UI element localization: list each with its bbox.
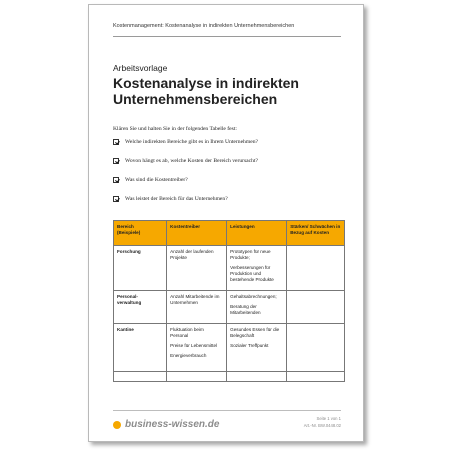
table-row	[114, 324, 345, 372]
checkbox-checked-icon	[113, 139, 119, 145]
table-row-empty	[114, 372, 345, 382]
header-staerken-schwaechen: Stärken/ Schwächen in Bezug auf Kosten	[287, 221, 345, 246]
cell-leistungen: Prototypen für neue Produkte; Verbesserungen für Produktion und bestehende Produkte	[227, 246, 287, 291]
checkbox-checked-icon	[113, 196, 119, 202]
running-header: Kostenmanagement: Kostenanalyse in indirekten Unternehmensbereichen	[113, 23, 295, 29]
table-header-row	[114, 221, 345, 246]
article-number: Art.-Nr. BW.0448.02	[303, 423, 341, 428]
cell-empty	[167, 372, 227, 382]
cell-bereich: Kantine	[114, 324, 167, 372]
document-title: Kostenanalyse in indirekten Unternehmensbereichen	[113, 75, 299, 107]
header-bereich: Bereich (Beispiele)	[114, 221, 167, 246]
cell-bereich: Personal- verwaltung	[114, 291, 167, 324]
checkbox-checked-icon	[113, 158, 119, 164]
checklist-item: Wovon hängt es ab, welche Kosten der Bereich verursacht?	[113, 158, 258, 177]
cell-leistungen: Gehaltsabrechnungen; Beratung der Mitarbeitenden	[227, 291, 287, 324]
table-row	[114, 246, 345, 291]
cell-kostentreiber: Anzahl Mitarbeitende im Unternehmen	[167, 291, 227, 324]
header-kostentreiber: Kostentreiber	[167, 221, 227, 246]
table-row	[114, 291, 345, 324]
footer-divider	[113, 410, 341, 411]
cell-kostentreiber: Fluktuation beim Personal Preise für Lebensmittel Energieverbrauch	[167, 324, 227, 372]
brand-logo	[113, 419, 219, 430]
brand-name: business-wissen.de	[125, 419, 220, 430]
checklist-item: Was sind die Kostentreiber?	[113, 177, 258, 196]
cell-leistungen: Gesundes Essen für die Belegschaft Sozialer Treffpunkt	[227, 324, 287, 372]
page-number: Seite 1 von 1	[316, 416, 341, 421]
document-subtitle: Arbeitsvorlage	[113, 63, 168, 73]
cell-kostentreiber: Anzahl der laufenden Projekte	[167, 246, 227, 291]
page-info	[304, 415, 341, 429]
cost-analysis-table	[113, 220, 345, 382]
brand-dot-icon	[113, 421, 121, 429]
document-page	[88, 4, 364, 442]
checkbox-checked-icon	[113, 177, 119, 183]
cell-empty	[114, 372, 167, 382]
cell-empty	[287, 372, 345, 382]
cell-staerken	[287, 291, 345, 324]
cell-empty	[227, 372, 287, 382]
cell-bereich: Forschung	[114, 246, 167, 291]
cell-staerken	[287, 246, 345, 291]
intro-text: Klären Sie und halten Sie in der folgenden Tabelle fest:	[113, 126, 237, 132]
header-divider	[113, 36, 341, 37]
checklist-item: Welche indirekten Bereiche gibt es in Ihrem Unternehmen?	[113, 139, 258, 158]
cell-staerken	[287, 324, 345, 372]
checklist	[113, 139, 258, 215]
checklist-item: Was leistet der Bereich für das Unternehmen?	[113, 196, 258, 215]
header-leistungen: Leistungen	[227, 221, 287, 246]
